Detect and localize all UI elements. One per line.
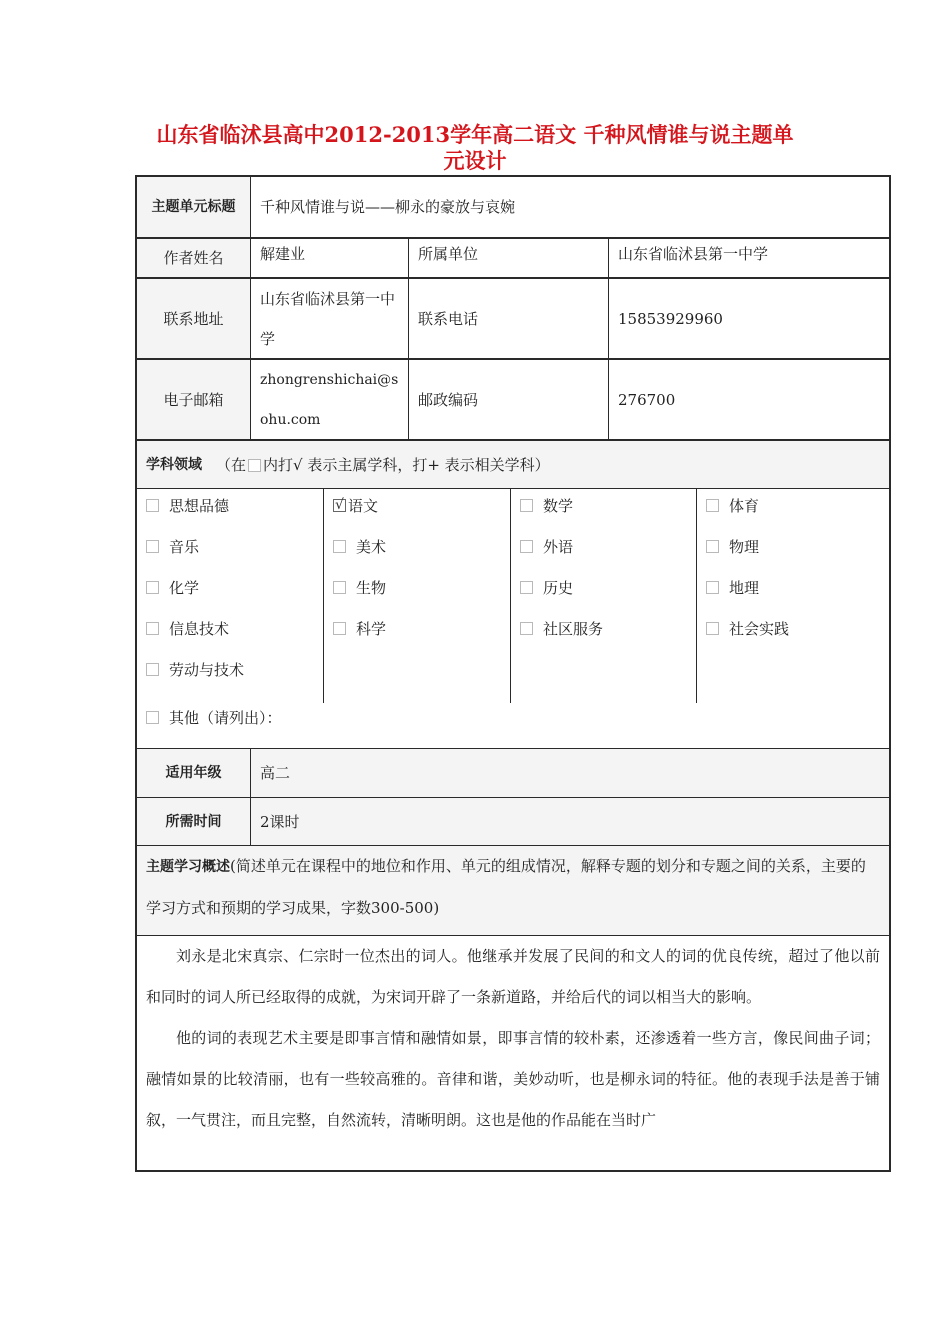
overview-text [137,936,889,1141]
checkbox-icon[interactable] [706,581,719,594]
column-divider [696,489,697,703]
title-line-2: 元设计 [443,148,507,173]
checkbox-icon[interactable] [706,540,719,553]
address-label: 联系地址 [137,279,251,358]
checkbox-sample-icon [248,459,261,472]
subject-chinese[interactable]: √语文 [333,496,378,516]
subject-ideology-morality[interactable]: 思想品德 [146,496,229,516]
checkbox-icon[interactable] [333,622,346,635]
column-divider [510,489,511,703]
overview-label: 主题学习概述 [146,859,230,875]
grade-row [137,749,889,798]
subject-science[interactable]: 科学 [333,619,386,639]
checkbox-icon[interactable] [146,622,159,635]
subject-geography[interactable]: 地理 [706,578,759,598]
time-value: 2课时 [251,798,889,845]
subject-area-label: 学科领域 [146,456,202,473]
subject-labor-tech[interactable]: 劳动与技术 [146,660,244,680]
title-line-1: 山东省临沭县高中2012-2013学年高二语文 千种风情谁与说主题单 [156,122,794,147]
address-row [137,279,889,360]
checkbox-icon[interactable] [146,581,159,594]
checkbox-icon[interactable] [333,581,346,594]
subject-math[interactable]: 数学 [520,496,573,516]
grade-value: 高二 [251,749,889,797]
subject-biology[interactable]: 生物 [333,578,386,598]
subject-chemistry[interactable]: 化学 [146,578,199,598]
subject-it[interactable]: 信息技术 [146,619,229,639]
subject-area-row [137,441,889,489]
postcode-value: 276700 [618,390,676,409]
subject-social-practice[interactable]: 社会实践 [706,619,789,639]
subject-foreign-language[interactable]: 外语 [520,537,573,557]
email-label: 电子邮箱 [137,360,251,439]
subject-history[interactable]: 历史 [520,578,573,598]
overview-note: (简述单元在课程中的地位和作用、单元的组成情况，解释专题的划分和专题之间的关系，主要的学习方式和预期的学习成果，字数300-500) [146,857,866,917]
column-divider [323,489,324,703]
document-title [120,122,830,174]
checkbox-icon[interactable] [520,622,533,635]
time-row [137,798,889,846]
checkbox-icon[interactable] [146,540,159,553]
address-value: 山东省临沭县第一中学 [251,279,409,358]
overview-row [137,846,889,936]
checkbox-icon[interactable] [146,663,159,676]
subject-pe[interactable]: 体育 [706,496,759,516]
subject-other[interactable]: 其他（请列出）： [146,708,282,728]
author-value: 解建业 [251,239,409,277]
checkbox-icon[interactable] [706,622,719,635]
author-label: 作者姓名 [137,239,251,277]
phone-label: 联系电话 [409,279,609,358]
checkbox-icon[interactable] [520,499,533,512]
subject-area-note-after: 内打√ 表示主属学科，打+ 表示相关学科） [263,455,550,474]
checkbox-icon[interactable] [333,540,346,553]
subjects-grid [137,489,889,749]
phone-value: 15853929960 [618,309,723,328]
overview-paragraph-2: 他的词的表现艺术主要是即事言情和融情如景，即事言情的较朴素，还渗透着一些方言，像民间曲子词；融情如景的比较清丽，也有一些较高雅的。音律和谐，美妙动听，也是柳永词的特征。他的表现手法是善于铺叙，一气贯注，而且完整，自然流转，清晰明朗。这也是他的作品能在当时广 [146,1029,880,1129]
postcode-label: 邮政编码 [409,360,609,439]
email-value: zhongrenshichai@sohu.com [251,360,409,439]
theme-value: 千种风情谁与说——柳永的豪放与哀婉 [260,198,516,216]
author-row [137,239,889,279]
checkbox-icon[interactable] [706,499,719,512]
unit-label: 所属单位 [409,239,609,277]
design-table [135,175,891,1172]
grade-label: 适用年级 [137,749,251,797]
subject-art[interactable]: 美术 [333,537,386,557]
subject-music[interactable]: 音乐 [146,537,199,557]
overview-header [137,846,889,935]
unit-value: 山东省临沭县第一中学 [618,245,769,263]
theme-label: 主题单元标题 [137,177,251,237]
checkbox-checked-icon[interactable] [333,499,346,512]
checkbox-icon[interactable] [520,581,533,594]
time-label: 所需时间 [137,798,251,845]
theme-row [137,177,889,239]
subject-physics[interactable]: 物理 [706,537,759,557]
subject-community-service[interactable]: 社区服务 [520,619,603,639]
checkbox-icon[interactable] [520,540,533,553]
email-row [137,360,889,441]
overview-paragraph-1: 刘永是北宋真宗、仁宗时一位杰出的词人。他继承并发展了民间的和文人的词的优良传统，超过了他以前和同时的词人所已经取得的成就，为宋词开辟了一条新道路，并给后代的词以相当大的影响。 [146,947,880,1006]
overview-content [137,936,889,1172]
subject-area-note-before: （在 [216,455,247,474]
subject-area-header [137,441,889,488]
checkbox-icon[interactable] [146,499,159,512]
checkbox-icon[interactable] [146,711,159,724]
